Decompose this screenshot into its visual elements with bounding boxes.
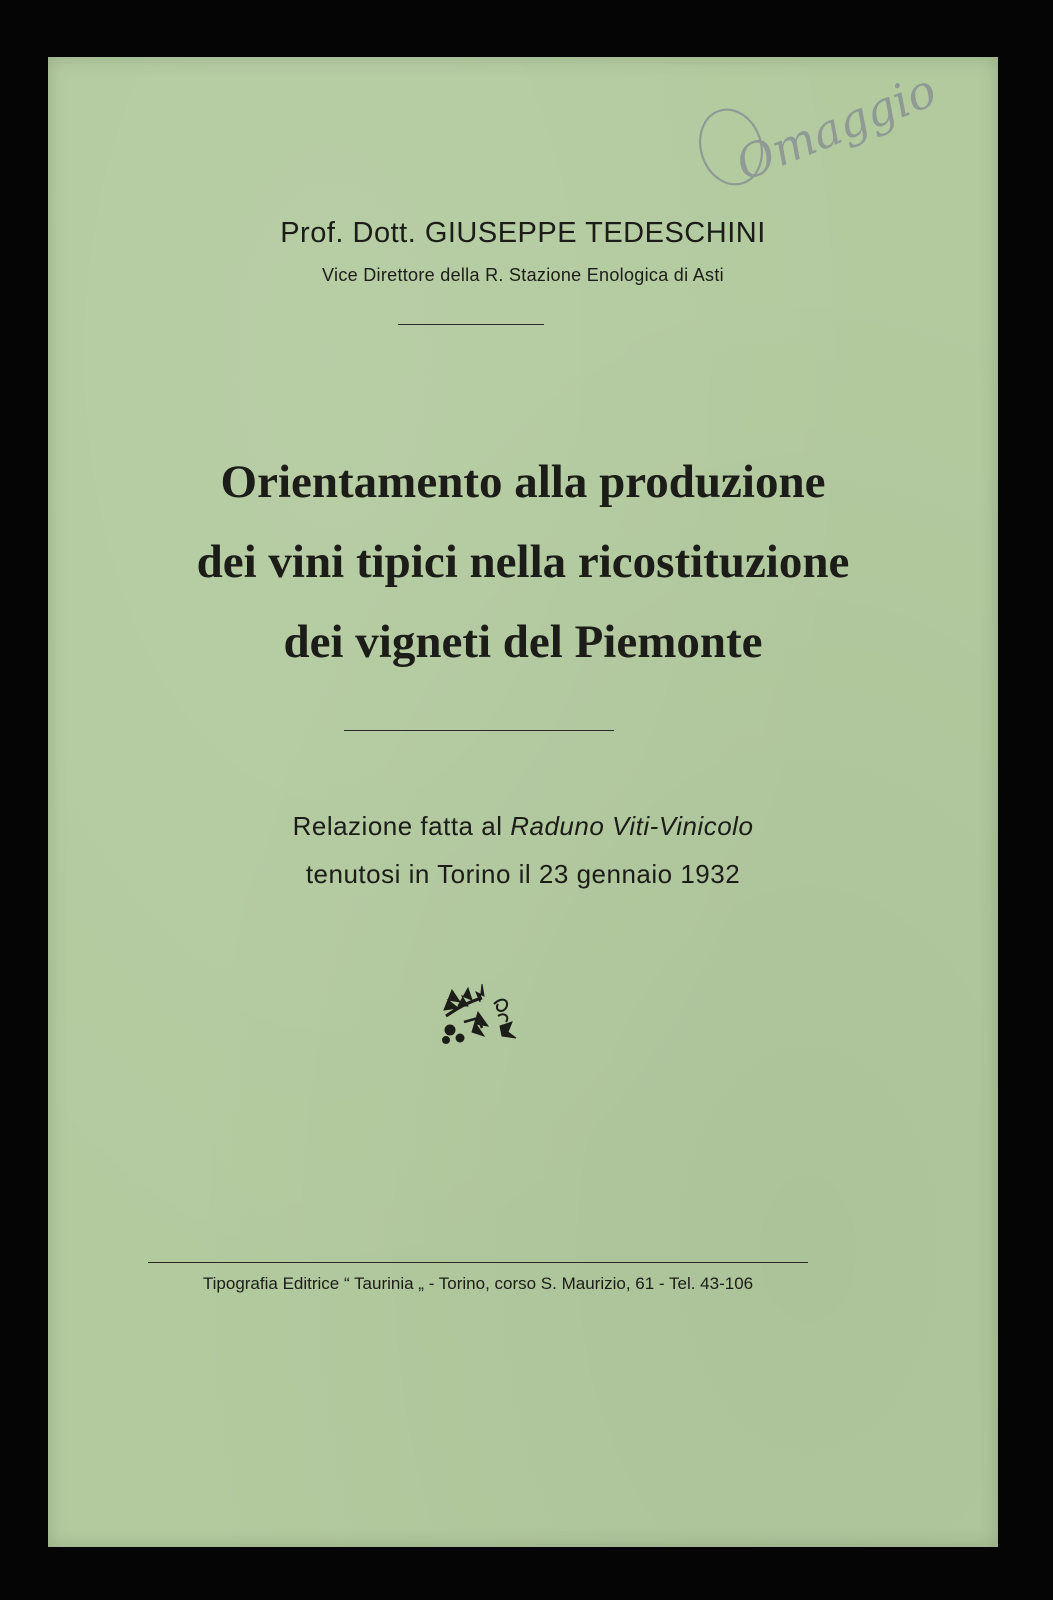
event-name: Raduno Viti-Vinicolo xyxy=(510,811,754,841)
main-title xyxy=(88,442,958,682)
divider-top xyxy=(398,324,544,325)
subtitle-line-1 xyxy=(48,802,998,850)
grapevine-ornament-icon xyxy=(438,982,518,1048)
stamp-text: Omaggio xyxy=(728,62,944,192)
subtitle-line-2: tenutosi in Torino il 23 gennaio 1932 xyxy=(305,859,741,889)
author-name: Prof. Dott. GIUSEPPE TEDESCHINI xyxy=(280,217,766,249)
subtitle xyxy=(48,802,998,898)
title-line-3: dei vigneti del Piemonte xyxy=(283,616,763,668)
publisher-imprint: Tipografia Editrice “ Taurinia „ - Torino, corso S. Maurizio, 61 - Tel. 43-106 xyxy=(202,1274,754,1293)
omaggio-stamp-icon xyxy=(676,62,944,195)
divider-bottom xyxy=(148,1262,808,1263)
pamphlet-cover xyxy=(48,57,998,1547)
subtitle-line-1-prefix: Relazione fatta al xyxy=(292,811,511,841)
divider-middle xyxy=(344,730,614,731)
author-affiliation: Vice Direttore della R. Stazione Enologica di Asti xyxy=(322,265,724,285)
title-line-1: Orientamento alla produzione xyxy=(220,456,826,508)
title-line-2: dei vini tipici nella ricostituzione xyxy=(196,536,850,588)
